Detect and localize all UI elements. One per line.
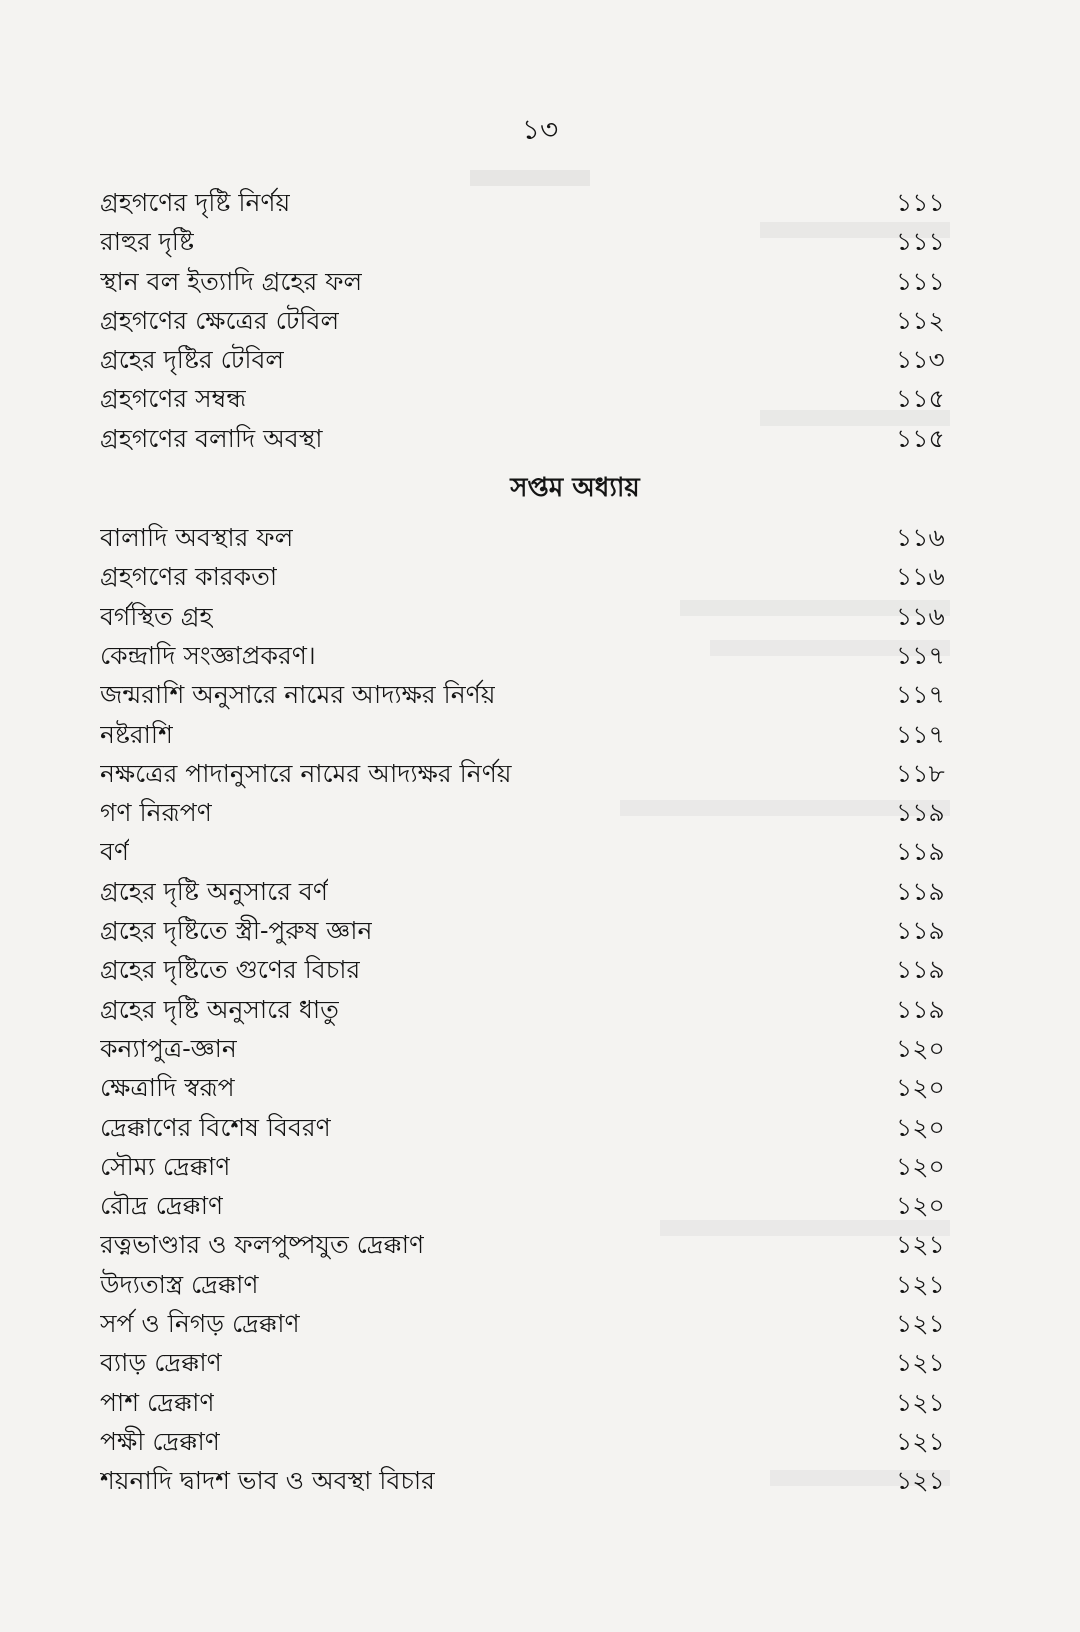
toc-entry-page: ১১৮ <box>896 758 945 788</box>
toc-entry-page: ১১৯ <box>896 876 945 906</box>
toc-entry-page: ১১১ <box>896 227 945 257</box>
toc-entry-title: গ্রহগণের সম্বন্ধ <box>100 384 247 414</box>
toc-entry-title: গ্রহের দৃষ্টি অনুসারে বর্ণ <box>100 876 328 906</box>
toc-entry <box>100 1068 980 1107</box>
toc-entry-page: ১১৯ <box>896 916 945 946</box>
toc-entry <box>100 222 980 261</box>
toc-entry-title: বর্গস্থিত গ্রহ <box>100 601 213 631</box>
chapter-heading: সপ্তম অধ্যায় <box>510 473 640 504</box>
toc-entry-title: বর্ণ <box>100 837 130 867</box>
toc-entry <box>100 1343 980 1382</box>
toc-entry <box>100 1147 980 1186</box>
toc-entry-title: গ্রহগণের দৃষ্টি নির্ণয় <box>100 188 291 217</box>
toc-entry <box>100 262 980 301</box>
toc-entry <box>100 990 980 1029</box>
toc-entry <box>100 597 980 636</box>
toc-entry-title: দ্রেক্কাণের বিশেষ বিবরণ <box>100 1112 331 1142</box>
toc-entry-page: ১১৯ <box>896 994 945 1024</box>
toc-entry <box>100 183 980 222</box>
toc-entry-page: ১২১ <box>896 1387 945 1417</box>
toc-entry-page: ১১৫ <box>896 384 945 414</box>
toc-entry-page: ১১২ <box>896 305 945 335</box>
toc-entry-title: গ্রহগণের ক্ষেত্রের টেবিল <box>100 305 340 335</box>
toc-entry-page: ১১৭ <box>896 680 945 710</box>
toc-entry <box>100 518 980 557</box>
toc-entry-title: বালাদি অবস্থার ফল <box>100 523 294 553</box>
toc-entry-title: নষ্টরাশি <box>100 719 173 749</box>
toc-entry-title: কেন্দ্রাদি সংজ্ঞাপ্রকরণ। <box>100 640 316 670</box>
toc-entry-page: ১২১ <box>896 1348 945 1378</box>
toc-entry-page: ১২০ <box>896 1033 945 1063</box>
toc-entry-title: স্থান বল ইত্যাদি গ্রহের ফল <box>100 266 363 296</box>
toc-entry-page: ১১৭ <box>896 640 945 670</box>
toc-entry <box>100 793 980 832</box>
toc-entry-page: ১২১ <box>896 1309 945 1339</box>
toc-entry <box>100 1422 980 1461</box>
toc-entry <box>100 557 980 596</box>
toc-entry-page: ১২০ <box>896 1191 945 1221</box>
toc-entry <box>100 1383 980 1422</box>
toc-entry <box>100 636 980 675</box>
toc-entry-page: ১১১ <box>896 188 945 217</box>
toc-entry-title: পাশ দ্রেক্কাণ <box>100 1387 215 1417</box>
toc-entry-title: গণ নিরূপণ <box>100 798 212 828</box>
toc-entry <box>100 832 980 871</box>
toc-entry <box>100 911 980 950</box>
toc-entry-title: গ্রহগণের বলাদি অবস্থা <box>100 423 323 453</box>
toc-entry-page: ১২১ <box>896 1426 945 1456</box>
toc-entry <box>100 1108 980 1147</box>
toc-entry-page: ১১৯ <box>896 837 945 867</box>
toc-entry-page: ১১৬ <box>896 523 945 553</box>
toc-entry <box>100 1186 980 1225</box>
toc-entry-title: গ্রহের দৃষ্টির টেবিল <box>100 345 285 375</box>
toc-entry-page: ১২০ <box>896 1151 945 1181</box>
toc-entry-page: ১১৭ <box>896 719 945 749</box>
toc-entry <box>100 715 980 754</box>
toc-entry-title: গ্রহের দৃষ্টিতে স্ত্রী-পুরুষ জ্ঞান <box>100 916 373 946</box>
toc-entry-title: জন্মরাশি অনুসারে নামের আদ্যক্ষর নির্ণয় <box>100 680 496 710</box>
toc-entry-title: গ্রহের দৃষ্টিতে গুণের বিচার <box>100 955 361 985</box>
toc-entry <box>100 950 980 989</box>
toc-entry-page: ১১৩ <box>896 345 945 375</box>
toc-entry-page: ১২১ <box>896 1269 945 1299</box>
toc-entry <box>100 1265 980 1304</box>
toc-entry-title: উদ্যতাস্ত্র দ্রেক্কাণ <box>100 1269 259 1299</box>
toc-entry <box>100 1029 980 1068</box>
toc-entry-title: গ্রহের দৃষ্টি অনুসারে ধাতু <box>100 994 339 1024</box>
toc-entry <box>100 301 980 340</box>
page-number: ১৩ <box>521 113 559 146</box>
toc-entry <box>100 675 980 714</box>
toc-entry-page: ১১৫ <box>896 423 945 453</box>
toc-entry-title: রৌদ্র দ্রেক্কাণ <box>100 1191 224 1221</box>
toc-entry-title: ক্ষেত্রাদি স্বরূপ <box>100 1073 235 1103</box>
toc-entry-title: ব্যাড় দ্রেক্কাণ <box>100 1348 222 1378</box>
toc-entry-title: শয়নাদি দ্বাদশ ভাব ও অবস্থা বিচার <box>100 1466 435 1496</box>
toc-entry-title: নক্ষত্রের পাদানুসারে নামের আদ্যক্ষর নির্ণয় <box>100 758 512 788</box>
toc-entry <box>100 419 980 458</box>
toc-entry <box>100 872 980 911</box>
toc-entry-title: সৌম্য দ্রেক্কাণ <box>100 1151 231 1181</box>
toc-entry-page: ১১১ <box>896 266 945 296</box>
toc-entry-page: ১১৯ <box>896 955 945 985</box>
toc-section-2 <box>100 518 980 1500</box>
toc-entry-title: রাহুর দৃষ্টি <box>100 227 194 257</box>
toc-entry <box>100 1461 980 1500</box>
toc-entry <box>100 340 980 379</box>
toc-entry <box>100 1304 980 1343</box>
table-of-contents <box>100 183 980 1501</box>
toc-entry-page: ১১৯ <box>896 798 945 828</box>
toc-entry-title: রত্নভাণ্ডার ও ফলপুষ্পযুত দ্রেক্কাণ <box>100 1230 425 1260</box>
toc-entry-page: ১১৬ <box>896 562 945 592</box>
toc-entry-title: সর্প ও নিগড় দ্রেক্কাণ <box>100 1309 300 1339</box>
toc-entry <box>100 1225 980 1264</box>
toc-section-1 <box>100 183 980 458</box>
toc-entry-page: ১১৬ <box>896 601 945 631</box>
toc-entry-page: ১২০ <box>896 1112 945 1142</box>
toc-entry-title: গ্রহগণের কারকতা <box>100 562 278 592</box>
toc-entry-title: পক্ষী দ্রেক্কাণ <box>100 1426 220 1456</box>
toc-entry-page: ১২০ <box>896 1073 945 1103</box>
toc-entry-page: ১২১ <box>896 1230 945 1260</box>
toc-entry-page: ১২১ <box>896 1466 945 1496</box>
toc-entry <box>100 754 980 793</box>
toc-entry-title: কন্যাপুত্র-জ্ঞান <box>100 1033 237 1063</box>
toc-entry <box>100 379 980 418</box>
